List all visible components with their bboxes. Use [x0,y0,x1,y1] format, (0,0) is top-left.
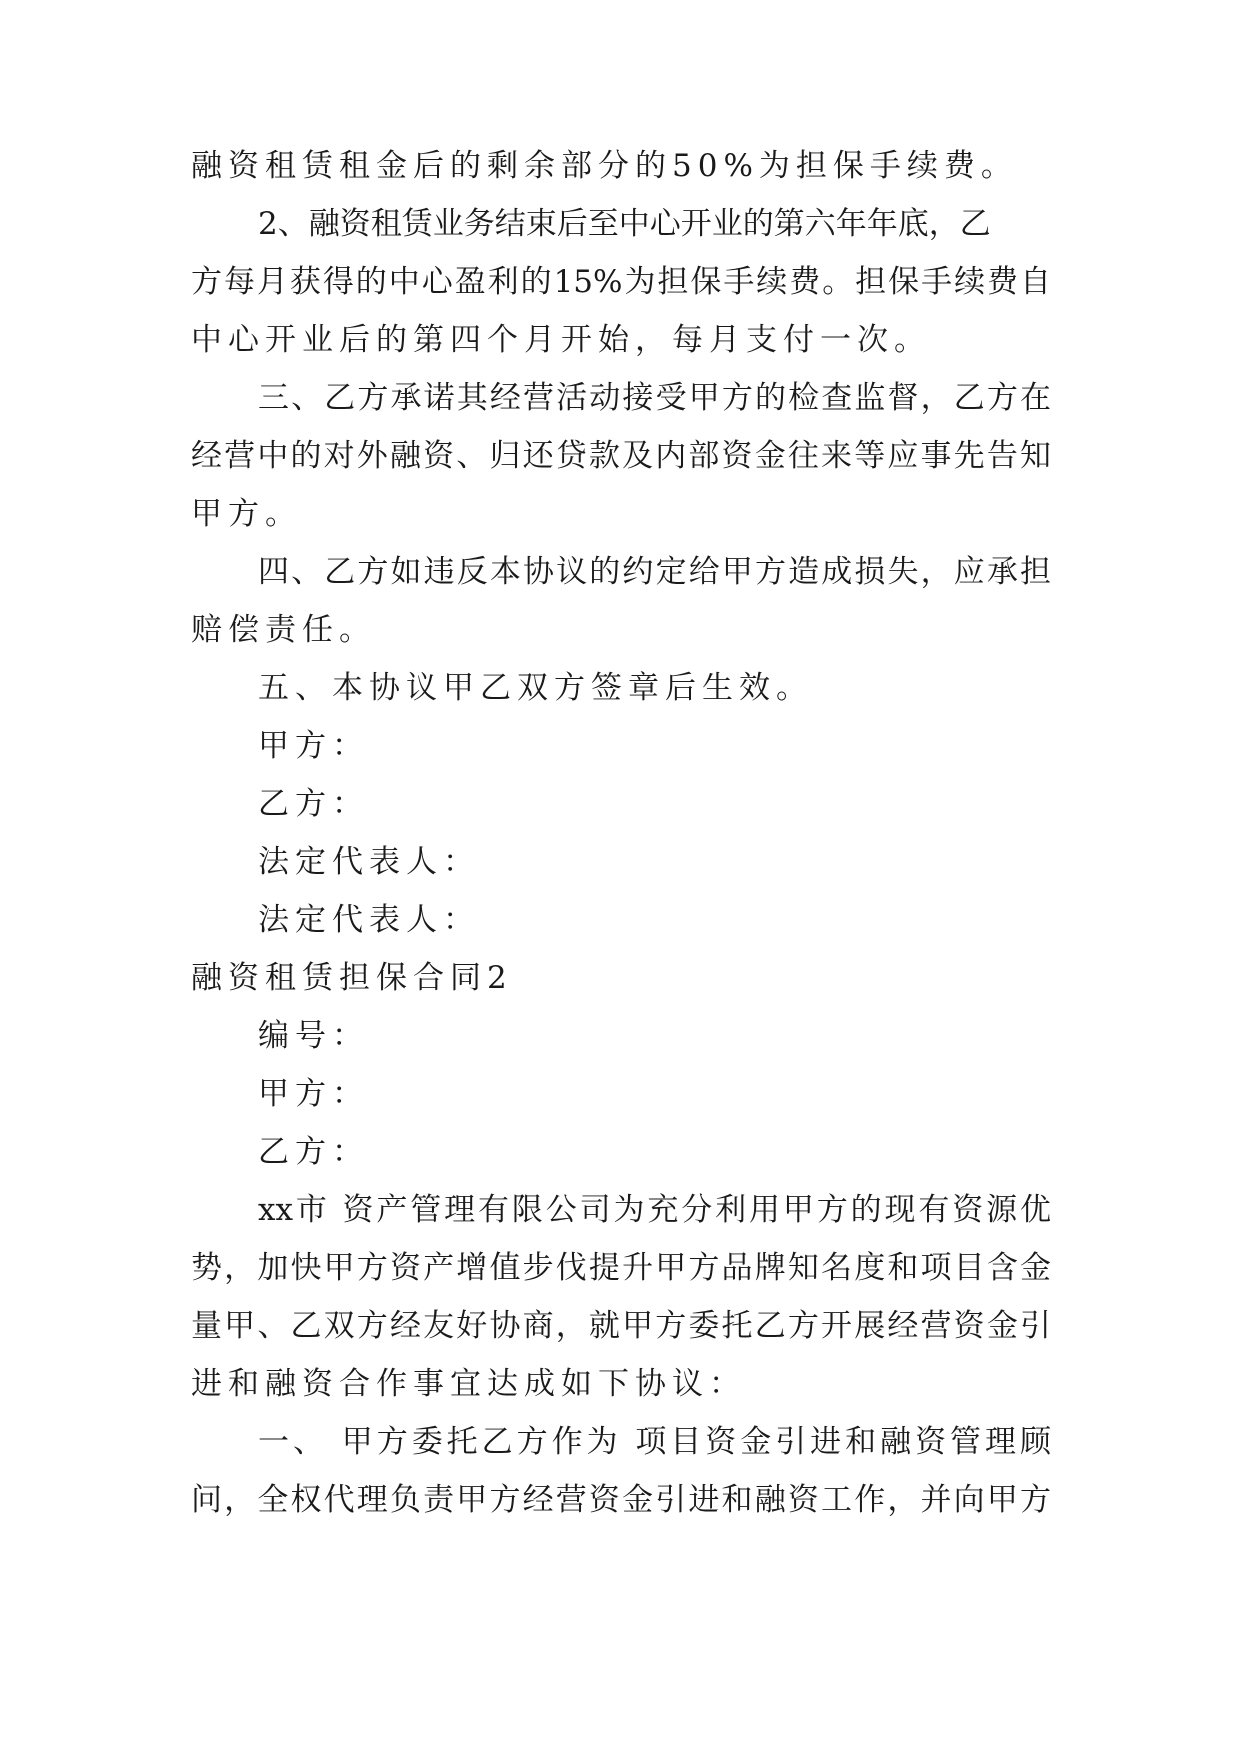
text-line: 一、 甲方委托乙方作为 项目资金引进和融资管理顾 [258,1424,1051,1460]
text-line: 甲方： [258,1076,369,1112]
text-line: 赔偿责任。 [191,612,376,648]
text-line: 五、本协议甲乙双方签章后生效。 [258,670,813,706]
text-line: 甲方： [258,728,369,764]
text-line: 经营中的对外融资、归还贷款及内部资金往来等应事先告知 [191,438,1051,474]
section-title: 融资租赁担保合同2 [191,960,513,996]
text-line: 问，全权代理负责甲方经营资金引进和融资工作，并向甲方 [191,1482,1051,1518]
text-line: 势，加快甲方资产增值步伐提升甲方品牌知名度和项目含金 [191,1250,1051,1286]
text-line: 乙方： [258,1134,369,1170]
text-line: 融资租赁租金后的剩余部分的50%为担保手续费。 [191,148,1018,184]
text-line: 方每月获得的中心盈利的15%为担保手续费。担保手续费自 [191,264,1051,300]
text-line: 中心开业后的第四个月开始，每月支付一次。 [191,322,931,358]
text-line: 法定代表人： [258,844,480,880]
text-line: xx市 资产管理有限公司为充分利用甲方的现有资源优 [258,1192,1051,1228]
text-line: 乙方： [258,786,369,822]
text-line: 进和融资合作事宜达成如下协议： [191,1366,746,1402]
text-line: 甲方。 [191,496,302,532]
text-line: 编号： [258,1018,369,1054]
text-line: 法定代表人： [258,902,480,938]
text-line: 2、融资租赁业务结束后至中心开业的第六年年底，乙 [258,206,991,242]
text-line: 量甲、乙双方经友好协商，就甲方委托乙方开展经营资金引 [191,1308,1051,1344]
text-line: 三、乙方承诺其经营活动接受甲方的检查监督，乙方在 [258,380,1051,416]
text-line: 四、乙方如违反本协议的约定给甲方造成损失，应承担 [258,554,1051,590]
